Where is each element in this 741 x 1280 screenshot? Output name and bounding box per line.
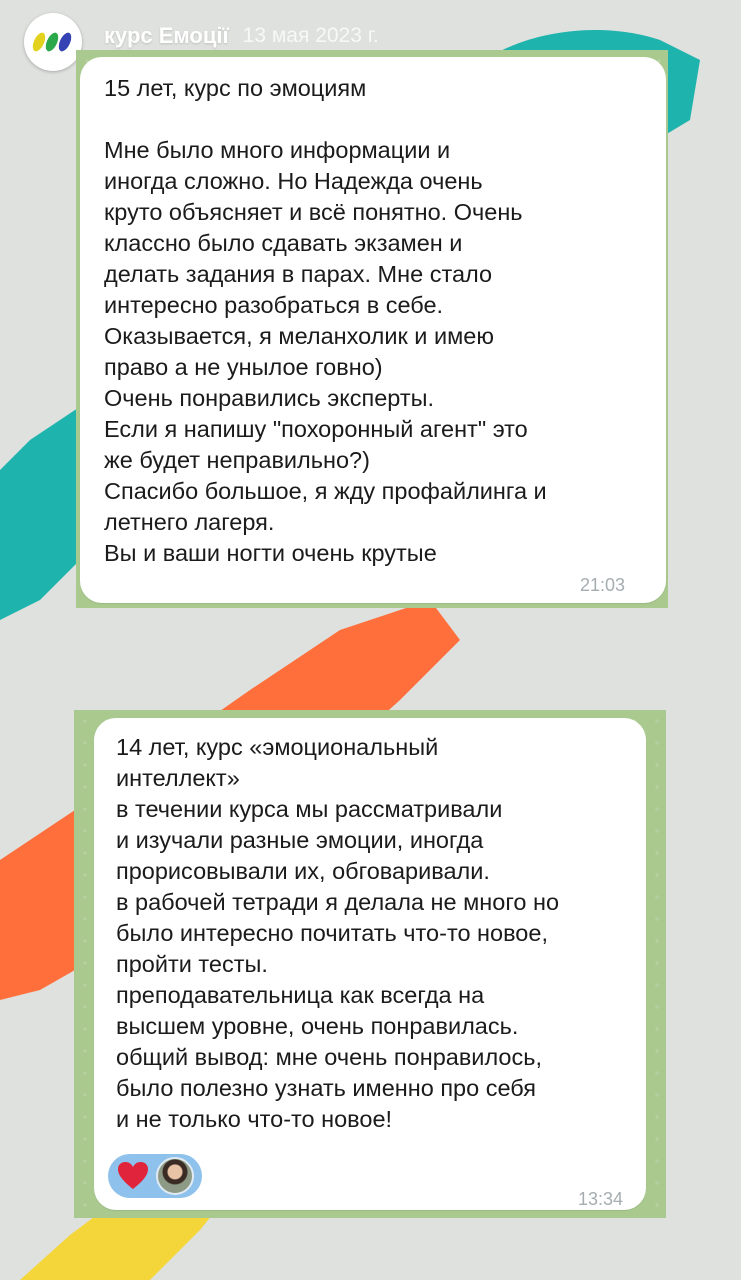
post-date: 13 мая 2023 г. (242, 24, 379, 47)
message-time-1: 21:03 (580, 575, 626, 595)
channel-avatar[interactable] (24, 13, 82, 71)
channel-name[interactable]: курс Емоції (104, 23, 229, 48)
reaction-pill[interactable] (108, 1154, 202, 1198)
paint-brush-logo-icon (31, 30, 75, 54)
reactor-avatar[interactable] (156, 1157, 194, 1195)
message-bubble-1 (80, 57, 666, 603)
heart-icon (118, 1162, 148, 1190)
message-bubble-2 (94, 718, 646, 1210)
message-text-2: 14 лет, курс «эмоциональный интеллект» в течении курса мы рассматривали и изучали разные эмоции, иногда прорисовывали их, обговаривали. в рабочей тетради я делала не много но было интересно почитать что-то новое, пройти тесты. преподавательница как всегда на высшем уровне, очень понравилась. общий вывод: мне очень понравилось, было полезно узнать именно про себя и не только что-то новое! (116, 734, 560, 1132)
chat-screenshot-2 (74, 710, 666, 1218)
chat-screenshot-1 (76, 50, 668, 608)
message-text-1: 15 лет, курс по эмоциям Мне было много информации и иногда сложно. Но Надежда очень круто объясняет и всё понятно. Очень классно было сдавать экзамен и делать задания в парах. Мне стало интересно разобраться в себе. Оказывается, я меланхолик и имею право а не унылое говно) Очень понравились эксперты. Если я напишу "похоронный агент" это же будет неправильно?) Спасибо большое, я жду профайлинга и летнего лагеря. Вы и ваши ногти очень крутые (104, 75, 547, 566)
message-time-2: 13:34 (578, 1189, 624, 1209)
